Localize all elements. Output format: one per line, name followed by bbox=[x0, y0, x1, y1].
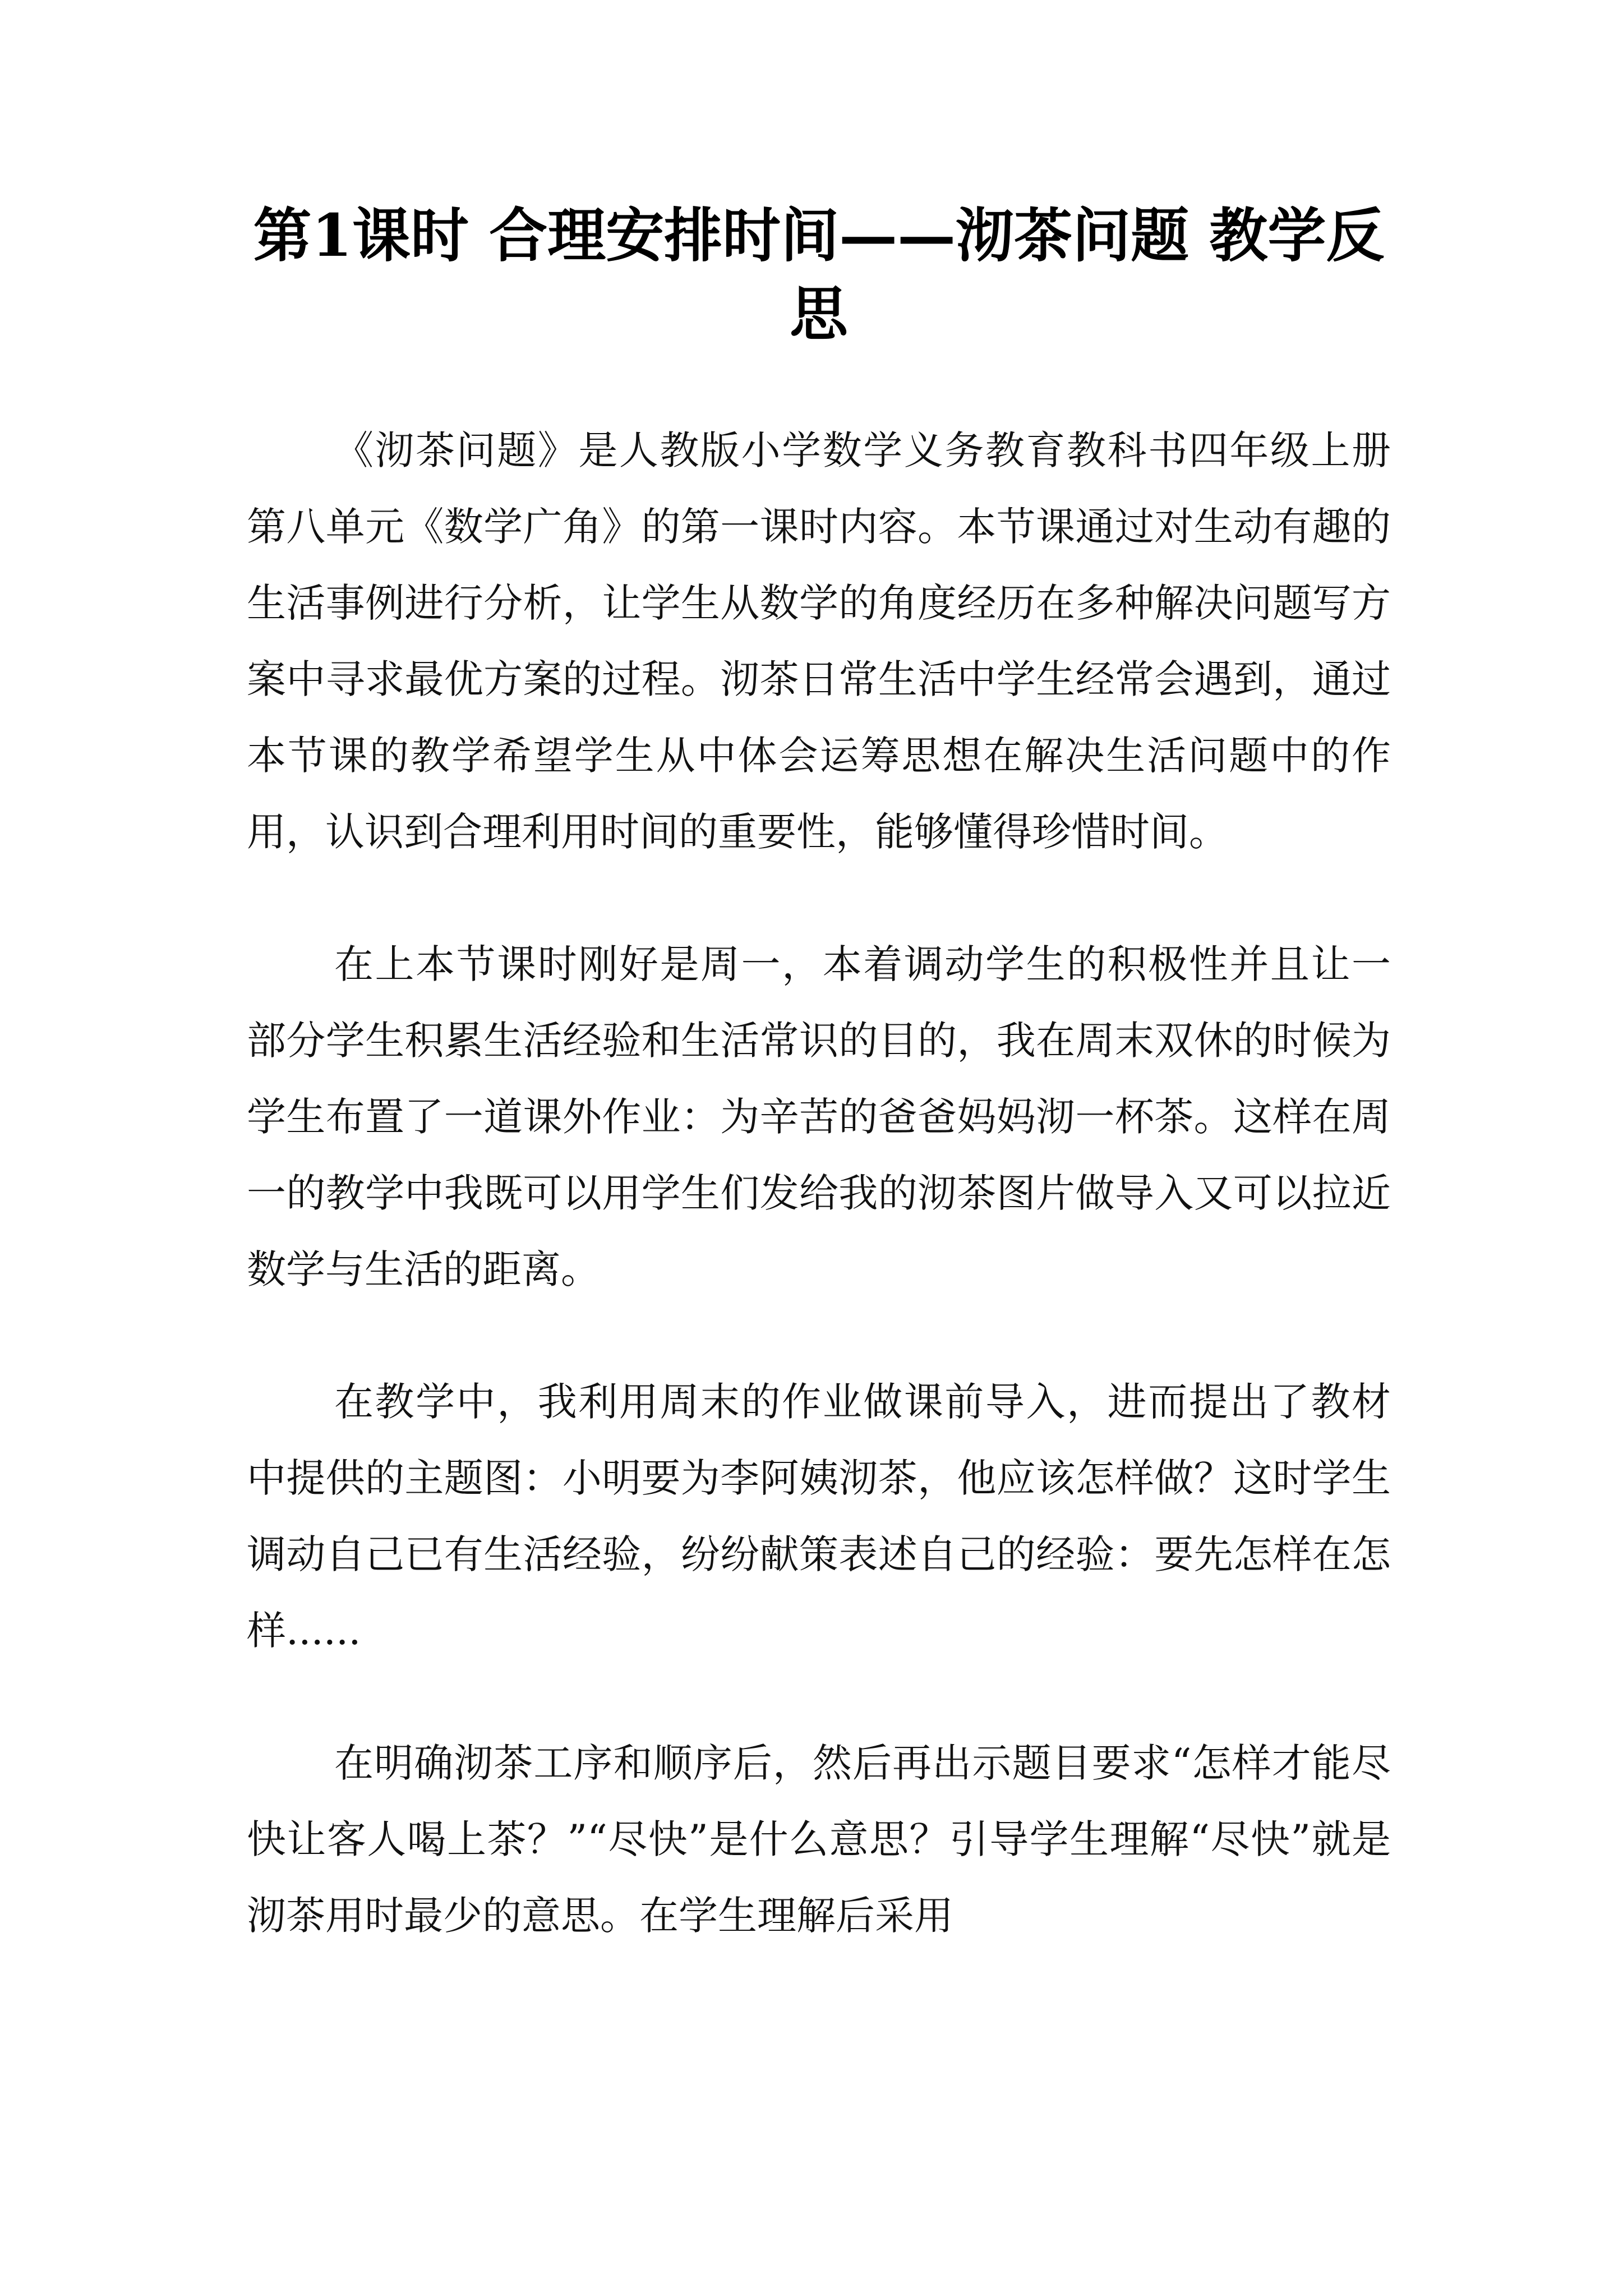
paragraph-4: 在明确沏茶工序和顺序后，然后再出示题目要求“怎样才能尽快让客人喝上茶？”“尽快”是什么意思？引导学生理解“尽快”就是沏茶用时最少的意思。在学生理解后采用 bbox=[247, 1740, 1391, 1939]
paragraph-2: 在上本节课时刚好是周一，本着调动学生的积极性并且让一部分学生积累生活经验和生活常识的目的，我在周末双休的时候为学生布置了一道课外作业：为辛苦的爸爸妈妈沏一杯茶。这样在周一的教学中我既可以用学生们发给我的沏茶图片做导入又可以拉近数学与生活的距离。 bbox=[247, 941, 1391, 1292]
paragraph-1: 《沏茶问题》是人教版小学数学义务教育教科书四年级上册第八单元《数学广角》的第一课时内容。本节课通过对生动有趣的生活事例进行分析，让学生从数学的角度经历在多种解决问题写方案中寻求最优方案的过程。沏茶日常生活中学生经常会遇到，通过本节课的教学希望学生从中体会运筹思想在解决生活问题中的作用，认识到合理利用时间的重要性，能够懂得珍惜时间。 bbox=[247, 427, 1391, 855]
paragraph-3: 在教学中，我利用周末的作业做课前导入，进而提出了教材中提供的主题图：小明要为李阿姨沏茶，他应该怎样做？这时学生调动自己已有生活经验，纷纷献策表述自己的经验：要先怎样在怎样...... bbox=[247, 1379, 1391, 1654]
document-body bbox=[247, 412, 1391, 2010]
document-title: 第1课时 合理安排时间——沏茶问题 教学反思 bbox=[253, 201, 1385, 348]
